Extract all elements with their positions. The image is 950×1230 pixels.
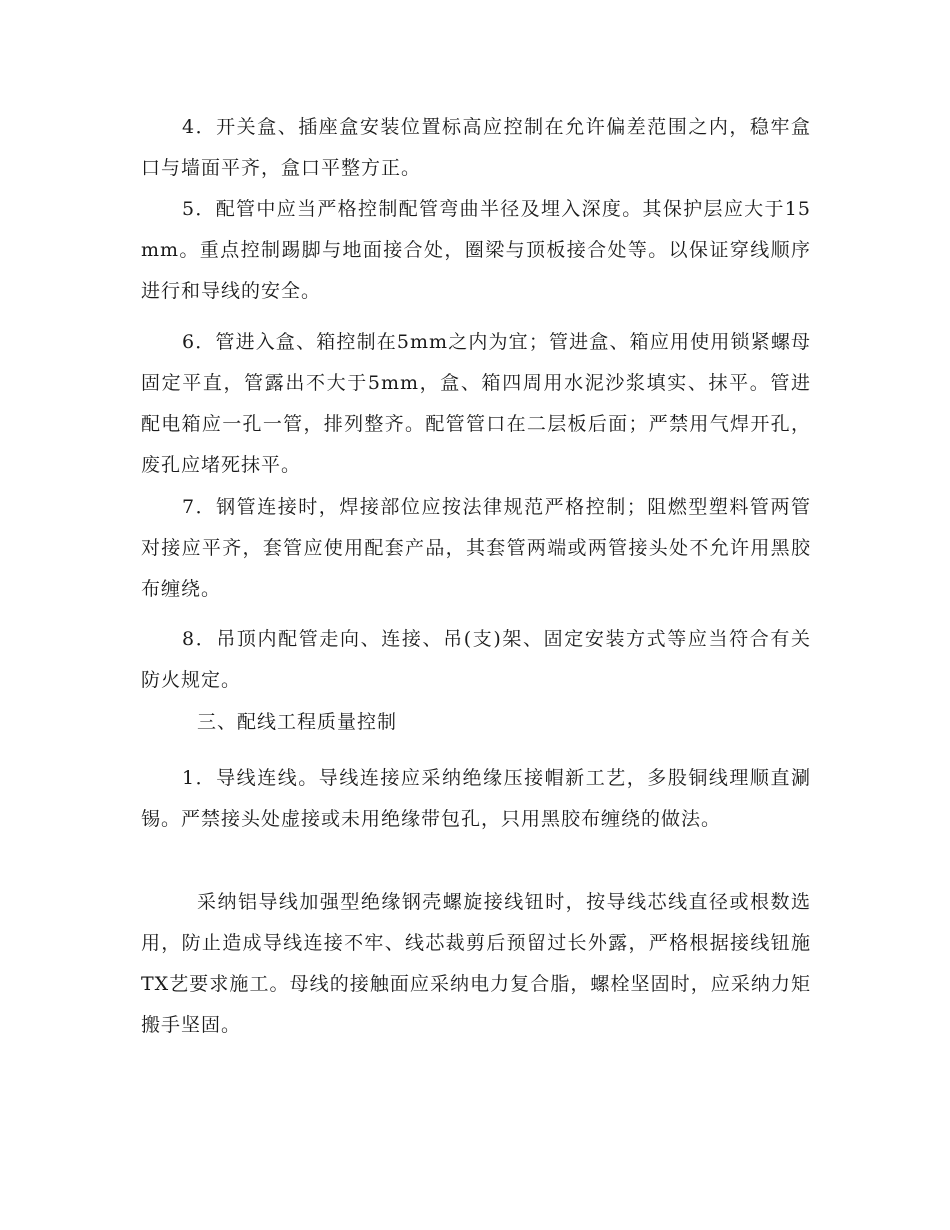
paragraph-item-6: 6．管进入盒、箱控制在5mm之内为宜；管进盒、箱应用使用锁紧螺母固定平直，管露出不大于5mm，盒、箱四周用水泥沙浆填实、抹平。管进配电箱应一孔一管，排列整齐。配管管口在二层板后面；严禁用气焊开孔，废孔应堵死抹平。 <box>141 331 811 476</box>
paragraph-item-4: 4．开关盒、插座盒安装位置标高应控制在允许偏差范围之内，稳牢盒口与墙面平齐，盒口平整方正。 <box>141 116 811 179</box>
paragraph-item-7: 7．钢管连接时，焊接部位应按法律规范严格控制；阻燃型塑料管两管对接应平齐，套管应使用配套产品，其套管两端或两管接头处不允许用黑胶布缠绕。 <box>141 496 811 600</box>
paragraph-wiring-note: 采纳铝导线加强型绝缘钢壳螺旋接线钮时，按导线芯线直径或根数选用，防止造成导线连接不牢、线芯裁剪后预留过长外露，严格根据接线钮施TX艺要求施工。母线的接触面应采纳电力复合脂，螺栓坚固时，应采纳力矩搬手坚固。 <box>141 891 811 1036</box>
paragraph-wiring-1: 1．导线连线。导线连接应采纳绝缘压接帽新工艺，多股铜线理顺直涮锡。严禁接头处虚接或未用绝缘带包孔，只用黑胶布缠绕的做法。 <box>141 767 811 830</box>
paragraph-item-5: 5．配管中应当严格控制配管弯曲半径及埋入深度。其保护层应大于15mm。重点控制踢脚与地面接合处，圈梁与顶板接合处等。以保证穿线顺序进行和导线的安全。 <box>141 198 811 302</box>
section-heading: 三、配线工程质量控制 <box>197 711 398 733</box>
paragraph-item-8: 8．吊顶内配管走向、连接、吊(支)架、固定安装方式等应当符合有关防火规定。 <box>141 628 811 691</box>
